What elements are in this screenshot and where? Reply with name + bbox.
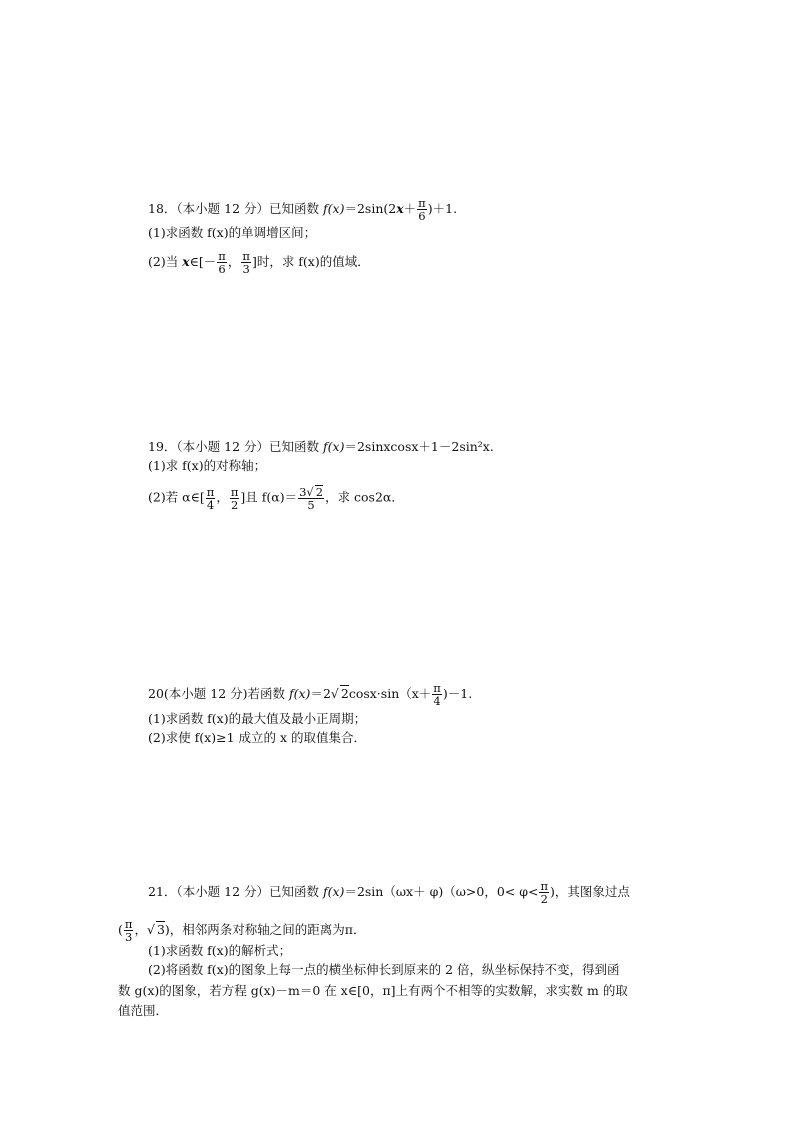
problem-number: 19 bbox=[148, 439, 164, 454]
fraction: $\frac{\pi}{6}$ bbox=[218, 249, 226, 276]
problem-19-q1: (1)求 f(x)的对称轴； bbox=[148, 458, 267, 473]
problem-20-header: 20(本小题 12 分)若函数 f(x)＝2√ 2cosx·sin（x＋ $\frac{\pi}{4}$ )－1. bbox=[148, 681, 473, 708]
problem-19-header: 19．（本小题 12 分）已知函数 f(x)＝2sinxcosx＋1－2sin²x. bbox=[148, 439, 494, 454]
fraction: $\frac{3√ 2}{5}$ bbox=[299, 485, 324, 512]
problem-21-header: 21．（本小题 12 分）已知函数 f(x)＝2sin（ωx＋ φ)（ω>0，0< φ< $\frac{\pi}{2}$ )，其图象过点 bbox=[148, 879, 630, 906]
problem-18-q1: (1)求函数 f(x)的单调增区间； bbox=[148, 225, 317, 240]
problem-number: 20 bbox=[148, 686, 164, 701]
fraction: $\frac{\pi}{4}$ bbox=[433, 681, 441, 708]
fraction: $\frac{\pi}{4}$ bbox=[206, 484, 215, 512]
fraction: $\frac{\pi}{2}$ bbox=[230, 484, 239, 512]
problem-18-q2: (2)当 x∈[－ $\frac{\pi}{6}$ ， $\frac{\pi}{3}$ ]时，求 f(x)的值域． bbox=[148, 249, 370, 276]
problem-19-q2: (2)若 α∈[ $\frac{\pi}{4}$ ， $\frac{\pi}{2}$ ]且 f(α)＝ $\frac{3√ 2}{5}$ ，求 cos2α． bbox=[148, 484, 404, 512]
fraction: $\frac{\pi}{3}$ bbox=[124, 917, 133, 944]
problem-18-header: 18．（本小题 12 分）已知函数 f(x)＝2sin(2x＋ $\frac{\pi}{6}$ )＋1. bbox=[148, 196, 458, 223]
problem-21-q2-line3: 值范围． bbox=[118, 1003, 169, 1018]
fraction: $\frac{\pi}{2}$ bbox=[540, 879, 549, 906]
problem-number: 18 bbox=[148, 201, 164, 216]
problem-number: 21 bbox=[148, 884, 164, 899]
problem-20-q1: (1)求函数 f(x)的最大值及最小正周期； bbox=[148, 711, 367, 726]
fraction: $\frac{\pi}{3}$ bbox=[242, 249, 250, 276]
fraction: $\frac{\pi}{6}$ bbox=[418, 196, 426, 223]
problem-20-q2: (2)求使 f(x)≥1 成立的 x 的取值集合． bbox=[148, 730, 367, 745]
problem-21-point: ( $\frac{\pi}{3}$ ，√ 3)，相邻两条对称轴之间的距离为π． bbox=[118, 917, 366, 944]
problem-21-q1: (1)求函数 f(x)的解析式； bbox=[148, 943, 292, 958]
problem-21-q2-line1: (2)将函数 f(x)的图象上每一点的横坐标伸长到原来的 2 倍，纵坐标保持不变，得到函 bbox=[148, 962, 620, 977]
problem-21-q2-line2: 数 g(x)的图象，若方程 g(x)－m＝0 在 x∈[0，π]上有两个不相等的实数解，求实数 m 的取 bbox=[118, 983, 628, 998]
